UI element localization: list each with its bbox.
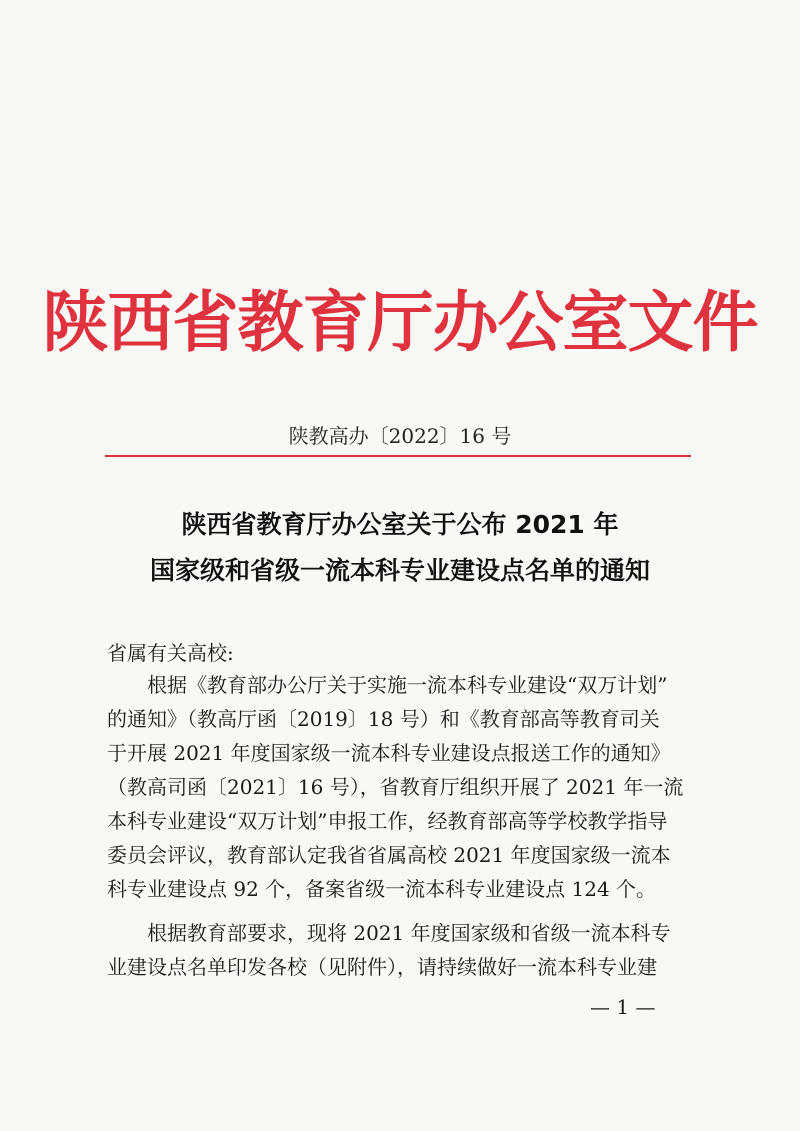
salutation: 省属有关高校: xyxy=(107,641,234,665)
paragraph-line: 科专业建设点 92 个，备案省级一流本科专业建设点 124 个。 xyxy=(107,877,657,901)
paragraph-line: 业建设点名单印发各校（见附件），请持续做好一流本科专业建 xyxy=(107,955,657,979)
paragraph-line: 于开展 2021 年度国家级一流本科专业建设点报送工作的通知》 xyxy=(107,741,671,765)
paragraph-1 xyxy=(107,668,697,906)
header-title: 陕西省教育厅办公室文件 xyxy=(42,284,758,361)
paragraph-line: 委员会评议，教育部认定我省省属高校 2021 年度国家级一流本 xyxy=(107,843,671,867)
paragraph-line: （教高司函〔2021〕16 号），省教育厅组织开展了 2021 年一流 xyxy=(107,775,684,799)
page-number: — 1 — xyxy=(590,995,656,1019)
red-divider-rule xyxy=(105,455,691,457)
document-number: 陕教高办〔2022〕16 号 xyxy=(288,424,512,448)
paragraph-line: 根据教育部要求，现将 2021 年度国家级和省级一流本科专 xyxy=(107,921,671,945)
paragraph-2 xyxy=(107,916,697,984)
paragraph-line: 本科专业建设“双万计划”申报工作，经教育部高等学校教学指导 xyxy=(107,809,668,833)
paragraph-line: 的通知》（教高厅函〔2019〕18 号）和《教育部高等教育司关 xyxy=(107,707,660,731)
notice-title-line-1: 陕西省教育厅办公室关于公布 2021 年 xyxy=(181,510,619,539)
notice-title-line-2: 国家级和省级一流本科专业建设点名单的通知 xyxy=(149,556,650,585)
notice-title xyxy=(0,502,800,594)
paragraph-line: 根据《教育部办公厅关于实施一流本科专业建设“双万计划” xyxy=(107,673,668,697)
